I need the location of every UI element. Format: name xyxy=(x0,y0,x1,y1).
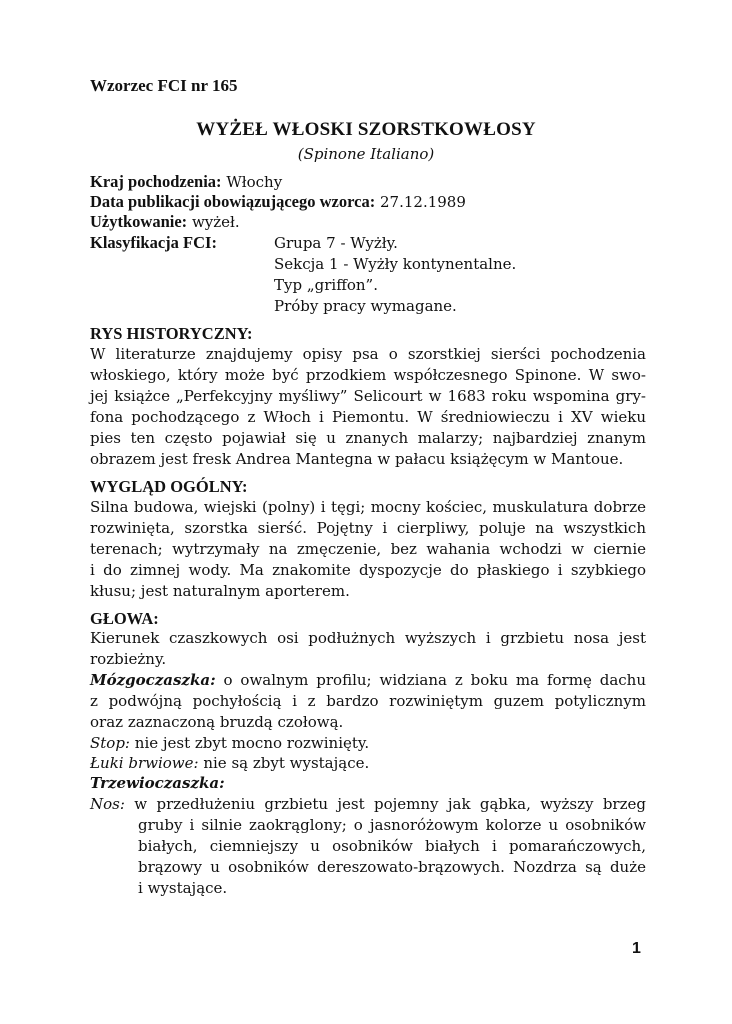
class-item: Grupa 7 - Wyżły. xyxy=(274,234,398,252)
class-item: Próby pracy wymagane. xyxy=(274,297,457,315)
use-label: Użytkowanie: xyxy=(90,212,188,231)
text-line: rozbieżny. xyxy=(90,649,167,668)
standard-number: Wzorzec FCI nr 165 xyxy=(90,76,238,95)
origin-row xyxy=(90,172,282,192)
origin-label: Kraj pochodzenia: xyxy=(90,172,222,191)
date-value: 27.12.1989 xyxy=(380,193,466,211)
text-line: włoskiego, który może być przodkiem współczesnego Spinone. W swo- xyxy=(90,365,646,384)
text-line: W literaturze znajdujemy opisy psa o szorstkiej sierści pochodzenia xyxy=(90,345,646,363)
brow-text: nie są zbyt wystające. xyxy=(203,754,370,772)
brow-label: Łuki brwiowe: xyxy=(90,754,199,772)
class-row xyxy=(90,233,217,253)
text-line: białych, ciemniejszy u osobników białych i pomarańczowych, xyxy=(138,836,646,855)
face-row xyxy=(90,773,225,793)
text-line: z podwójną pochyłością i z bardzo rozwiniętym guzem potylicznym xyxy=(90,691,646,710)
text-line: Kierunek czaszkowych osi podłużnych wyższych i grzbietu nosa jest xyxy=(90,629,646,647)
date-label: Data publikacji obowiązującego wzorca: xyxy=(90,192,376,211)
nose-label: Nos: xyxy=(90,795,125,813)
stop-text: nie jest zbyt mocno rozwinięty. xyxy=(134,734,370,752)
use-row xyxy=(90,212,240,232)
origin-value: Włochy xyxy=(226,173,283,191)
head-intro xyxy=(90,628,646,670)
text-line: fona pochodzącego z Włoch i Piemontu. W średniowieczu i XV wieku xyxy=(90,407,646,426)
text-line: terenach; wytrzymały na zmęczenie, bez wahania wchodzi w ciernie xyxy=(90,539,646,558)
history-heading: RYS HISTORYCZNY: xyxy=(90,324,253,343)
text-line: pies ten często pojawiał się u znanych malarzy; najbardziej znanym xyxy=(90,428,646,447)
stop-row xyxy=(90,733,369,753)
brow-row xyxy=(90,753,369,773)
skull-label: Mózgoczaszka: xyxy=(90,671,216,689)
breed-title: WYŻEŁ WŁOSKI SZORSTKOWŁOSY xyxy=(196,119,536,140)
breed-subtitle: (Spinone Italiano) xyxy=(297,145,435,163)
text-line: i do zimnej wody. Ma znakomite dyspozycje do płaskiego i szybkiego xyxy=(90,560,646,579)
text-line: Mózgoczaszka: o owalnym profilu; widziana z boku ma formę dachu xyxy=(90,671,646,689)
text-line: rozwinięta, szorstka sierść. Pojętny i cierpliwy, poluje na wszystkich xyxy=(90,518,646,537)
text-line: oraz zaznaczoną bruzdą czołową. xyxy=(90,712,344,731)
class-label: Klasyfikacja FCI: xyxy=(90,233,217,252)
class-item: Sekcja 1 - Wyżły kontynentalne. xyxy=(274,255,517,273)
date-row xyxy=(90,192,466,212)
text-line: i wystające. xyxy=(138,878,228,897)
general-paragraph xyxy=(90,497,646,602)
nose-paragraph xyxy=(90,794,646,899)
text-line: jej książce „Perfekcyjny myśliwy” Selicourt w 1683 roku wspomina gry- xyxy=(90,386,646,405)
stop-label: Stop: xyxy=(90,734,130,752)
history-paragraph xyxy=(90,344,646,469)
text-line: gruby i silnie zaokrąglony; o jasnoróżowym kolorze u osobników xyxy=(138,815,646,834)
text-line: kłusu; jest naturalnym aporterem. xyxy=(90,581,350,600)
skull-paragraph xyxy=(90,670,646,733)
class-item: Typ „griffon”. xyxy=(274,276,378,294)
face-label: Trzewioczaszka: xyxy=(90,774,225,792)
general-heading: WYGLĄD OGÓLNY: xyxy=(90,477,248,496)
text-line: Silna budowa, wiejski (polny) i tęgi; mocny kościec, muskulatura dobrze xyxy=(90,498,646,516)
text-line: Nos: w przedłużeniu grzbietu jest pojemny jak gąbka, wyższy brzeg xyxy=(90,795,646,813)
text-line: obrazem jest fresk Andrea Mantegna w pałacu książęcym w Mantoue. xyxy=(90,449,624,468)
use-value: wyżeł. xyxy=(191,213,240,231)
page-number: 1 xyxy=(632,940,641,957)
head-heading: GŁOWA: xyxy=(90,609,159,628)
text-line: brązowy u osobników dereszowato-brązowych. Nozdrza są duże xyxy=(138,857,646,876)
